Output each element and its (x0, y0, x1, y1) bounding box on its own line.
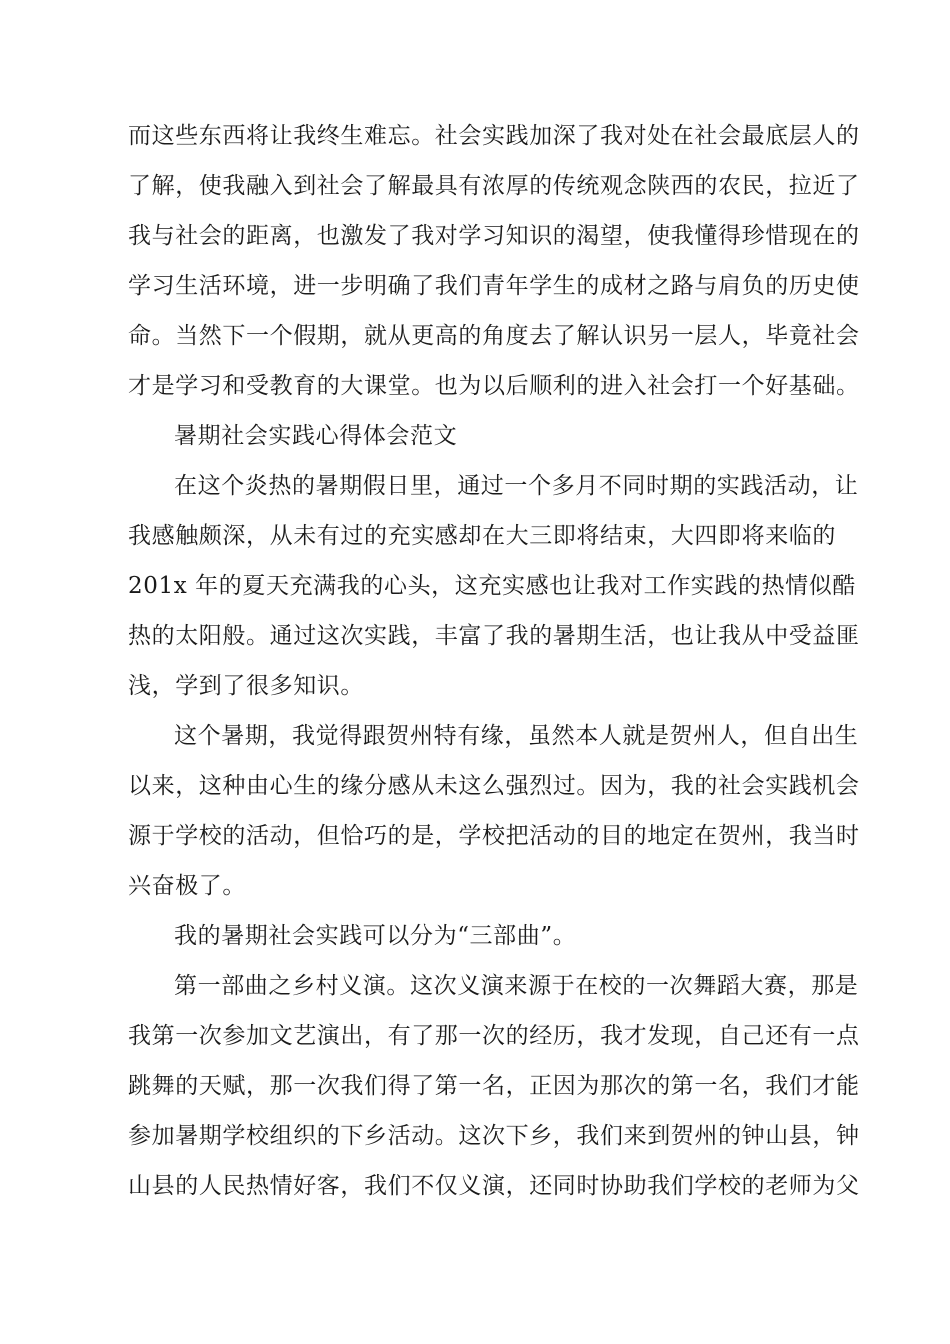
text-line: 我感触颇深，从未有过的充实感却在大三即将结束，大四即将来临的 (128, 523, 836, 549)
text-line: 参加暑期学校组织的下乡活动。这次下乡，我们来到贺州的钟山县，钟 (128, 1123, 860, 1149)
text-line: 热的太阳般。通过这次实践，丰富了我的暑期生活，也让我从中受益匪 (128, 623, 860, 649)
text-line: 201x 年的夏天充满我的心头，这充实感也让我对工作实践的热情似酷 (128, 573, 856, 599)
text-line: 了解，使我融入到社会了解最具有浓厚的传统观念陕西的农民，拉近了 (128, 173, 860, 199)
text-line: 在这个炎热的暑期假日里，通过一个多月不同时期的实践活动，让 (174, 473, 859, 499)
section-heading: 暑期社会实践心得体会范文 (174, 423, 458, 449)
text-line: 我第一次参加文艺演出，有了那一次的经历，我才发现，自己还有一点 (128, 1023, 860, 1049)
text-line: 源于学校的活动，但恰巧的是，学校把活动的目的地定在贺州，我当时 (128, 823, 860, 849)
text-line: 才是学习和受教育的大课堂。也为以后顺利的进入社会打一个好基础。 (128, 373, 860, 399)
text-line: 我与社会的距离，也激发了我对学习知识的渴望，使我懂得珍惜现在的 (128, 223, 860, 249)
text-line: 命。当然下一个假期，就从更高的角度去了解认识另一层人，毕竟社会 (128, 323, 860, 349)
text-line: 第一部曲之乡村义演。这次义演来源于在校的一次舞蹈大赛，那是 (174, 973, 859, 999)
text-line: 而这些东西将让我终生难忘。社会实践加深了我对处在社会最底层人的 (128, 123, 860, 149)
text-line: 兴奋极了。 (128, 873, 246, 899)
text-line: 我的暑期社会实践可以分为“三部曲”。 (174, 923, 577, 949)
text-line: 以来，这种由心生的缘分感从未这么强烈过。因为，我的社会实践机会 (128, 773, 860, 799)
text-line: 这个暑期，我觉得跟贺州特有缘，虽然本人就是贺州人，但自出生 (174, 723, 859, 749)
text-line: 山县的人民热情好客，我们不仅义演，还同时协助我们学校的老师为父 (128, 1173, 860, 1199)
text-line: 浅，学到了很多知识。 (128, 673, 364, 699)
text-line: 跳舞的天赋，那一次我们得了第一名，正因为那次的第一名，我们才能 (128, 1073, 860, 1099)
text-line: 学习生活环境，进一步明确了我们青年学生的成材之路与肩负的历史使 (128, 273, 860, 299)
